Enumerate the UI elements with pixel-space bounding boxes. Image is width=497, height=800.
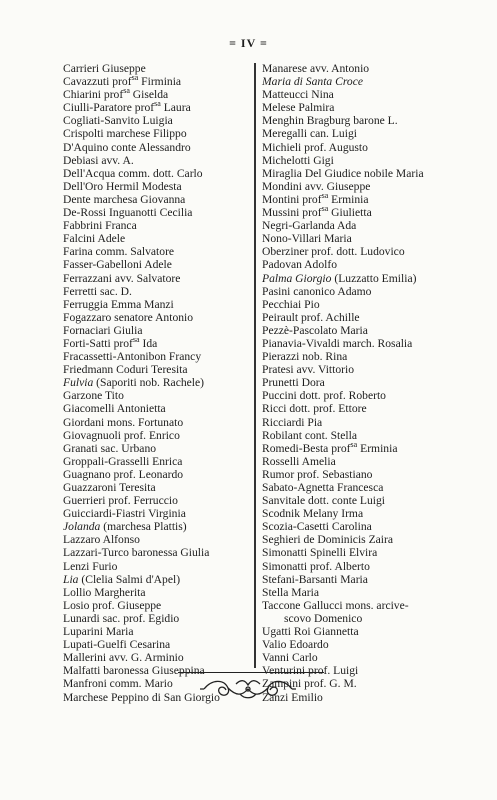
entry-name: Menghin Bragburg barone L. — [262, 114, 398, 128]
entry-name: Stella Maria — [262, 585, 319, 599]
list-item — [262, 311, 462, 324]
list-item — [262, 507, 462, 520]
entry-name: Fogazzaro senatore Antonio — [63, 310, 194, 324]
list-item — [63, 101, 249, 114]
entry-name: Malfatti baronessa Giuseppina — [63, 664, 205, 678]
entry-detail: Laura — [160, 101, 191, 115]
list-item — [63, 455, 249, 468]
list-item — [63, 612, 249, 625]
list-item — [262, 62, 462, 75]
entry-name: Montini prof — [262, 192, 322, 206]
list-item — [63, 442, 249, 455]
entry-name: Oberziner prof. dott. Ludovico — [262, 245, 405, 259]
list-item — [63, 586, 249, 599]
list-item — [63, 389, 249, 402]
entry-name: Seghieri de Dominicis Zaira — [262, 533, 394, 547]
list-item — [63, 625, 249, 638]
list-item — [262, 141, 462, 154]
list-item — [63, 193, 249, 206]
entry-name: Fulvia — [63, 376, 94, 390]
tailpiece-ornament-icon — [198, 676, 298, 702]
list-item — [63, 507, 249, 520]
names-column-right — [262, 62, 462, 704]
list-item — [262, 350, 462, 363]
list-item — [262, 402, 462, 415]
entry-name: Lunardi sac. prof. Egidio — [63, 611, 180, 625]
entry-name: Pratesi avv. Vittorio — [262, 363, 355, 377]
list-item — [63, 651, 249, 664]
entry-name: Sanvitale dott. conte Luigi — [262, 494, 385, 508]
entry-name: Guerrieri prof. Ferruccio — [63, 494, 178, 508]
entry-name: Cogliati-Sanvito Luigia — [63, 114, 173, 128]
list-item — [63, 402, 249, 415]
entry-name: Lupati-Guelfi Cesarina — [63, 638, 171, 652]
entry-name: Cavazzuti prof — [63, 75, 132, 89]
title-abbrev-superscript: sa — [123, 86, 130, 96]
list-item — [63, 311, 249, 324]
entry-name: Ricci dott. prof. Ettore — [262, 402, 367, 416]
list-item — [262, 206, 462, 219]
list-item — [63, 232, 249, 245]
entry-name: Fornaciari Giulia — [63, 323, 143, 337]
entry-detail: (marchesa Plattis) — [100, 520, 187, 534]
entry-name: Lenzi Furio — [63, 559, 118, 573]
entry-name: Vanni Carlo — [262, 651, 318, 665]
entry-name: Puccini dott. prof. Roberto — [262, 389, 386, 403]
list-item — [63, 141, 249, 154]
list-item — [262, 127, 462, 140]
list-item — [262, 546, 462, 559]
entry-name: Farina comm. Salvatore — [63, 245, 175, 259]
list-item — [262, 429, 462, 442]
list-item — [262, 285, 462, 298]
entry-name: Fabbrini Franca — [63, 219, 137, 233]
list-item — [262, 625, 462, 638]
entry-name: Rosselli Amelia — [262, 454, 336, 468]
entry-name: Michelotti Gigi — [262, 153, 334, 167]
entry-name: Groppali-Grasselli Enrica — [63, 454, 183, 468]
list-item — [262, 455, 462, 468]
entry-name: Mussini prof — [262, 206, 322, 220]
list-item — [262, 363, 462, 376]
entry-name: Crispolti marchese Filippo — [63, 127, 187, 141]
entry-name: Luparini Maria — [63, 625, 134, 639]
list-item — [262, 638, 462, 651]
list-item — [63, 560, 249, 573]
entry-name: Friedmann Coduri Teresita — [63, 363, 188, 377]
list-item — [262, 586, 462, 599]
entry-name: Manfroni comm. Mario — [63, 677, 173, 691]
entry-name: Falcini Adele — [63, 232, 126, 246]
footer-rule — [178, 672, 324, 673]
entry-detail: Ida — [139, 336, 158, 350]
entry-name: Michieli prof. Augusto — [262, 140, 368, 154]
list-item — [262, 481, 462, 494]
list-item — [63, 285, 249, 298]
entry-detail: Firminia — [138, 75, 182, 89]
list-item — [63, 599, 249, 612]
entry-name: Palma Giorgio — [262, 271, 332, 285]
list-item — [262, 599, 462, 612]
entry-name: Granati sac. Urbano — [63, 441, 157, 455]
list-item — [262, 245, 462, 258]
list-item — [262, 337, 462, 350]
entry-name: D'Aquino conte Alessandro — [63, 140, 191, 154]
entry-name: Scodnik Melany Irma — [262, 507, 364, 521]
entry-name: Sabato-Agnetta Francesca — [262, 481, 384, 494]
entry-name: Pianavia-Vivaldi march. Rosalia — [262, 336, 413, 350]
entry-name: Guazzaroni Teresita — [63, 481, 156, 494]
list-item — [63, 363, 249, 376]
entry-name: Lazzaro Alfonso — [63, 533, 140, 547]
entry-name: Debiasi avv. A. — [63, 153, 134, 167]
entry-name: Padovan Adolfo — [262, 258, 338, 272]
list-item — [63, 298, 249, 311]
entry-name: Simonatti prof. Alberto — [262, 559, 370, 573]
entry-name: Peirault prof. Achille — [262, 310, 360, 324]
list-item — [262, 193, 462, 206]
title-abbrev-superscript: sa — [132, 335, 140, 345]
entry-detail: (Luzzatto Emilia) — [331, 271, 417, 285]
title-abbrev-superscript: sa — [321, 204, 329, 214]
entry-name: Pecchiai Pio — [262, 297, 320, 311]
list-item — [262, 439, 462, 455]
entry-name: Fasser-Gabelloni Adele — [63, 258, 172, 272]
list-item — [63, 638, 249, 651]
entry-name: Guicciardi-Fiastri Virginia — [63, 507, 186, 521]
entry-name: Simonatti Spinelli Elvira — [262, 546, 378, 560]
list-item — [262, 101, 462, 114]
entry-detail: Erminia — [357, 441, 398, 455]
entry-name: Ferretti sac. D. — [63, 284, 132, 298]
list-item — [63, 429, 249, 442]
entry-name: Zanzi Emilio — [262, 690, 323, 704]
list-item — [262, 114, 462, 127]
list-item — [262, 520, 462, 533]
entry-name: Manarese avv. Antonio — [262, 62, 370, 75]
entry-name: Lazzari-Turco baronessa Giulia — [63, 546, 210, 560]
entry-detail: Giulietta — [328, 206, 372, 220]
list-item — [262, 180, 462, 193]
title-abbrev-superscript: sa — [131, 73, 139, 83]
list-item — [63, 114, 249, 127]
entry-name: Dell'Acqua comm. dott. Carlo — [63, 166, 203, 180]
list-item — [63, 324, 249, 337]
entry-name: Garzone Tito — [63, 389, 124, 403]
entry-name: Scozia-Casetti Carolina — [262, 520, 372, 534]
entry-name: Ferrazzani avv. Salvatore — [63, 271, 181, 285]
entry-name: Zampini prof. G. M. — [262, 677, 357, 691]
entry-name: Ugatti Roi Giannetta — [262, 625, 359, 639]
title-abbrev-superscript: sa — [350, 439, 358, 449]
entry-name: Marchese Peppino di San Giorgio — [63, 690, 220, 704]
list-item — [262, 219, 462, 232]
list-item — [63, 258, 249, 271]
list-item — [63, 350, 249, 363]
list-item — [262, 533, 462, 546]
entry-name: Romedi-Besta prof — [262, 441, 351, 455]
entry-name: Lollio Margherita — [63, 585, 146, 599]
entry-name: Valio Edoardo — [262, 638, 329, 652]
list-item — [63, 416, 249, 429]
entry-name: Miraglia Del Giudice nobile Maria — [262, 166, 424, 180]
entry-name: Prunetti Dora — [262, 376, 325, 390]
list-item — [63, 127, 249, 140]
entry-name: Meregalli can. Luigi — [262, 127, 357, 141]
list-item — [262, 324, 462, 337]
entry-name: Robilant cont. Stella — [262, 428, 357, 442]
list-item — [63, 337, 249, 350]
column-divider — [254, 63, 256, 668]
list-item — [63, 533, 249, 546]
list-item — [262, 75, 462, 88]
list-item — [262, 494, 462, 507]
list-item — [63, 481, 249, 494]
list-item — [63, 573, 249, 586]
list-item — [63, 219, 249, 232]
entry-name: Lia — [63, 572, 79, 586]
names-column-left — [63, 62, 249, 704]
list-item — [63, 154, 249, 167]
list-item — [63, 75, 249, 88]
list-item — [262, 376, 462, 389]
page-number: = IV = — [229, 36, 268, 50]
list-item — [262, 154, 462, 167]
entry-name: Negri-Garlanda Ada — [262, 219, 357, 233]
list-item — [262, 88, 462, 101]
entry-detail: Erminia — [328, 192, 369, 206]
list-item — [63, 494, 249, 507]
entry-detail: (Saporiti nob. Rachele) — [93, 376, 205, 390]
entry-name: Venturini prof. Luigi — [262, 664, 359, 678]
entry-name: Ricciardi Pia — [262, 415, 323, 429]
list-item — [63, 272, 249, 285]
list-item — [63, 245, 249, 258]
entry-name: Fracassetti-Antonibon Francy — [63, 350, 202, 364]
entry-name: Mondini avv. Giuseppe — [262, 179, 371, 193]
entry-name: Pierazzi nob. Rina — [262, 350, 348, 364]
entry-name: Carrieri Giuseppe — [63, 62, 146, 75]
list-item — [262, 416, 462, 429]
title-abbrev-superscript: sa — [154, 99, 161, 109]
list-item — [262, 272, 462, 285]
list-item — [262, 167, 462, 180]
entry-name: Stefani-Barsanti Maria — [262, 572, 368, 586]
entry-name: Pezzè-Pascolato Maria — [262, 323, 368, 337]
entry-detail: (Clelia Salmi d'Apel) — [78, 572, 181, 586]
entry-name: Chiarini prof — [63, 88, 124, 102]
entry-name: De-Rossi Inguanotti Cecilia — [63, 206, 193, 220]
entry-detail: Giselda — [129, 88, 169, 102]
list-item — [262, 232, 462, 245]
entry-name: Pasini canonico Adamo — [262, 284, 372, 298]
entry-name: Nono-Villari Maria — [262, 232, 352, 246]
list-item — [262, 468, 462, 481]
list-item — [63, 167, 249, 180]
list-item — [63, 206, 249, 219]
list-item — [262, 560, 462, 573]
entry-name: Dell'Oro Hermil Modesta — [63, 179, 182, 193]
list-item — [63, 546, 249, 559]
entry-name: Mallerini avv. G. Arminio — [63, 651, 184, 665]
list-item — [262, 258, 462, 271]
entry-name: Rumor prof. Sebastiano — [262, 467, 373, 481]
entry-name: Ciulli-Paratore prof — [63, 101, 155, 115]
entry-name: Forti-Satti prof — [63, 336, 133, 350]
list-item — [262, 573, 462, 586]
list-item — [63, 468, 249, 481]
list-item — [262, 389, 462, 402]
entry-name: Dente marchesa Giovanna — [63, 192, 186, 206]
entry-name: scovo Domenico — [284, 611, 363, 625]
list-item — [262, 298, 462, 311]
title-abbrev-superscript: sa — [321, 191, 329, 201]
list-item — [63, 180, 249, 193]
list-item — [63, 376, 249, 389]
list-item — [262, 651, 462, 664]
entry-name: Losio prof. Giuseppe — [63, 598, 162, 612]
entry-name: Maria di Santa Croce — [262, 75, 364, 89]
entry-name: Melese Palmira — [262, 101, 335, 115]
entry-name: Ferruggia Emma Manzi — [63, 297, 174, 311]
entry-name: Giordani mons. Fortunato — [63, 415, 184, 429]
entry-name: Matteucci Nina — [262, 88, 334, 102]
entry-name: Taccone Gallucci mons. arcive- — [262, 598, 409, 612]
entry-name: Guagnano prof. Leonardo — [63, 467, 184, 481]
list-item — [63, 520, 249, 533]
list-item — [262, 612, 462, 625]
entry-name: Jolanda — [63, 520, 101, 534]
list-item — [63, 62, 249, 75]
entry-name: Giacomelli Antonietta — [63, 402, 166, 416]
entry-name: Giovagnuoli prof. Enrico — [63, 428, 180, 442]
